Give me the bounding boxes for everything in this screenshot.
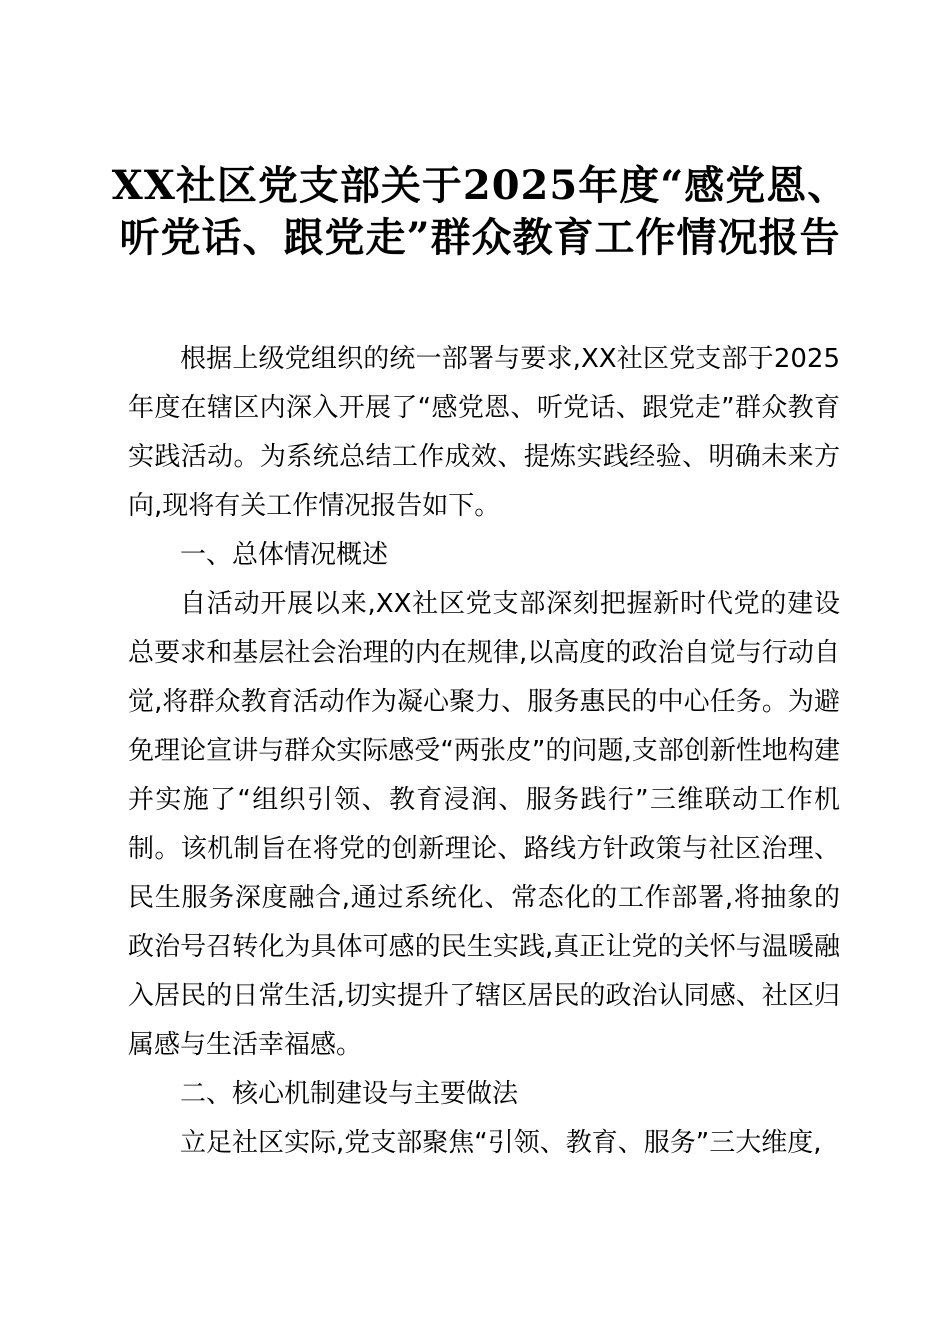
mechanism-paragraph: 立足社区实际,党支部聚焦“引领、教育、服务”三大维度, [180, 1128, 822, 1158]
overview-paragraph: 自活动开展以来,XX社区党支部深刻把握新时代党的建设总要求和基层社会治理的内在规律,以高度的政治自觉与行动自觉,将群众教育活动作为凝心聚力、服务惠民的中心任务。为避免理论宣讲与群众实际感受“两张皮”的问题,支部创新性地构建并实施了“组织引领、教育浸润、服务践行”三维联动工作机制。该机制旨在将党的创新理论、路线方针政策与社区治理、民生服务深度融合,通过系统化、常态化的工作部署,将抽象的政治号召转化为具体可感的民生实践,真正让党的关怀与温暖融入居民的日常生活,切实提升了辖区居民的政治认同感、社区归属感与生活幸福感。 [128, 589, 840, 1060]
document-body [128, 335, 840, 1168]
section-heading-mechanism: 二、核心机制建设与主要做法 [180, 1079, 519, 1109]
document-title: XX社区党支部关于2025年度“感党恩、听党话、跟党走”群众教育工作情况报告 [111, 162, 849, 261]
section-heading-overview: 一、总体情况概述 [180, 540, 389, 570]
intro-paragraph: 根据上级党组织的统一部署与要求,XX社区党支部于2025年度在辖区内深入开展了“感党恩、听党话、跟党走”群众教育实践活动。为系统总结工作成效、提炼实践经验、明确未来方向,现将有关工作情况报告如下。 [128, 344, 840, 521]
